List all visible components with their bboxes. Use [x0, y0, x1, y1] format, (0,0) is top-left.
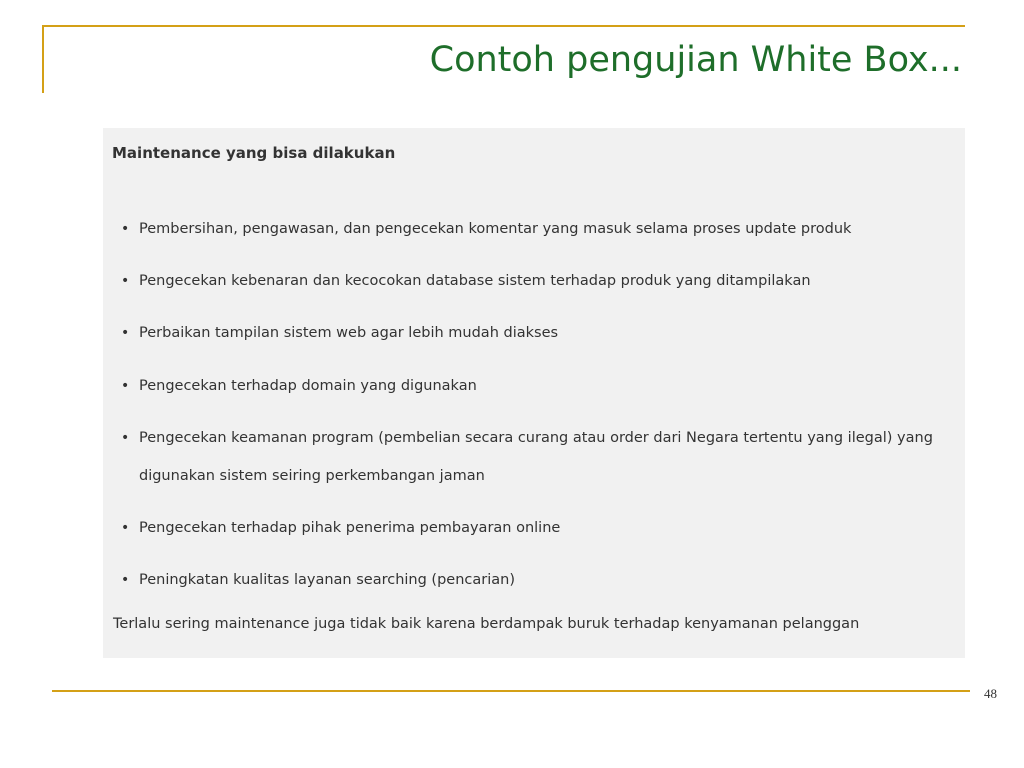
panel-heading: Maintenance yang bisa dilakukan — [112, 144, 396, 162]
page-number: 48 — [984, 686, 997, 701]
slide-title: Contoh pengujian White Box... — [429, 40, 962, 80]
bullet-icon: • — [121, 378, 130, 394]
bullet-icon: • — [121, 273, 130, 289]
content-panel — [103, 128, 965, 658]
list-item — [121, 509, 951, 547]
list-item-text: Pengecekan terhadap domain yang digunakan — [139, 378, 477, 394]
bullet-icon: • — [121, 221, 130, 237]
list-item-text: Peningkatan kualitas layanan searching (pencarian) — [139, 572, 515, 588]
frame-top-line — [42, 25, 965, 27]
frame-left-line — [42, 25, 44, 93]
list-item — [121, 419, 941, 495]
list-item — [121, 561, 951, 599]
list-item-text: Perbaikan tampilan sistem web agar lebih mudah diakses — [139, 325, 559, 341]
list-item-text: Pengecekan terhadap pihak penerima pembayaran online — [139, 520, 561, 536]
bullet-icon: • — [121, 325, 130, 341]
list-item-text: Pembersihan, pengawasan, dan pengecekan komentar yang masuk selama proses update produk — [139, 221, 852, 237]
bullet-icon: • — [121, 572, 130, 588]
bullet-icon: • — [121, 520, 130, 536]
list-item-text: Pengecekan kebenaran dan kecocokan database sistem terhadap produk yang ditampilakan — [139, 273, 811, 289]
list-item — [121, 210, 951, 248]
list-item — [121, 262, 951, 300]
frame-bottom-line — [52, 690, 970, 692]
list-item — [121, 367, 951, 405]
list-item-text: Pengecekan keamanan program (pembelian secara curang atau order dari Negara tertentu yang ilegal) yang digunakan sistem seiring perkembangan jaman — [139, 430, 933, 484]
bullet-icon: • — [121, 430, 130, 446]
list-item — [121, 314, 951, 352]
footer-note: Terlalu sering maintenance juga tidak baik karena berdampak buruk terhadap kenyamanan pelanggan — [113, 616, 860, 632]
